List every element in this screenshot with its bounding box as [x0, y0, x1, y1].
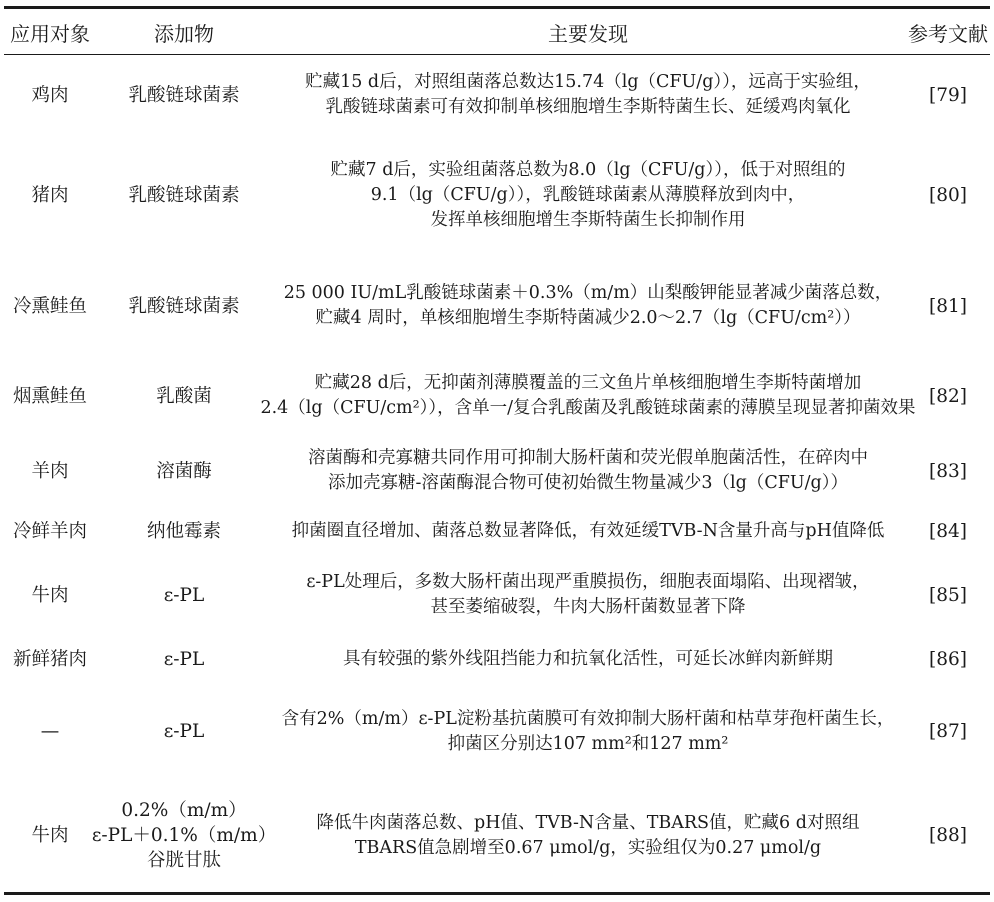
cell-main-findings: [268, 506, 908, 556]
text-line: 乳酸链球菌素: [128, 295, 240, 317]
cell-application-object: [4, 134, 96, 256]
table-row: [0, 436, 994, 506]
text-line: —: [40, 721, 60, 742]
text-line: 乳酸链球菌素: [128, 184, 240, 206]
text-line: ε-PL处理后，多数大肠杆菌出现严重膜损伤，细胞表面塌陷、出现褶皱，: [306, 572, 870, 592]
text-line: 0.2%（m/m）: [121, 800, 247, 821]
cell-reference: [86]: [929, 648, 967, 670]
cell-main-findings: [268, 684, 908, 779]
text-line: 鸡肉: [31, 84, 69, 106]
cell-main-findings: [260, 356, 916, 436]
text-line: ε-PL: [163, 721, 205, 742]
text-line: 降低牛肉菌落总数、pH值、TVB-N含量、TBARS值，贮藏6 d对照组: [316, 812, 860, 833]
cell-reference: [83]: [929, 460, 967, 482]
cell-main-findings: [268, 436, 908, 506]
cell-reference: [88]: [929, 825, 967, 846]
cell-additive: [96, 556, 272, 634]
text-line: 贮藏4 周时，单核细胞增生李斯特菌减少2.0～2.7（lg（CFU/cm²））: [315, 308, 861, 328]
header-application-object: 应用对象: [10, 21, 90, 46]
text-line: 乳酸菌: [156, 385, 212, 407]
table-row: [0, 256, 994, 356]
cell-additive: [96, 356, 272, 436]
cell-additive: [96, 684, 272, 779]
text-line: 溶菌酶: [156, 460, 212, 482]
cell-application-object: [4, 634, 96, 684]
table-header-rule: [4, 54, 990, 55]
cell-additive: [96, 634, 272, 684]
header-additive: 添加物: [154, 21, 214, 46]
text-line: 冷熏鲑鱼: [12, 295, 87, 317]
cell-additive: [96, 436, 272, 506]
cell-additive: [91, 779, 277, 892]
text-line: 纳他霉素: [146, 520, 221, 542]
text-line: 牛肉: [31, 584, 69, 606]
table-top-rule: [4, 6, 990, 9]
table-row: [0, 556, 994, 634]
text-line: 具有较强的紫外线阻挡能力和抗氧化活性，可延长冰鲜肉新鲜期: [343, 648, 833, 669]
text-line: 25 000 IU/mL乳酸链球菌素＋0.3%（m/m）山梨酸钾能显著减少菌落总数，: [283, 283, 893, 303]
text-line: 冷鲜羊肉: [12, 520, 87, 542]
table-row: [0, 779, 994, 892]
text-line: 牛肉: [31, 825, 69, 846]
cell-application-object: [4, 356, 96, 436]
text-line: 烟熏鲑鱼: [12, 385, 87, 407]
text-line: 发挥单核细胞增生李斯特菌生长抑制作用: [430, 209, 746, 230]
text-line: 新鲜猪肉: [12, 648, 87, 670]
cell-main-findings: [268, 779, 908, 892]
cell-additive: [96, 134, 272, 256]
header-main-findings: 主要发现: [548, 21, 628, 46]
cell-reference: [85]: [929, 584, 967, 606]
text-line: 溶菌酶和壳寡糖共同作用可抑制大肠杆菌和荧光假单胞菌活性，在碎肉中: [308, 448, 868, 468]
text-line: 抑菌圈直径增加、菌落总数显著降低，有效延缓TVB-N含量升高与pH值降低: [291, 520, 885, 541]
text-line: TBARS值急剧增至0.67 μmol/g，实验组仅为0.27 μmol/g: [354, 837, 822, 858]
text-line: ε-PL＋0.1%（m/m）: [91, 825, 277, 846]
table-bottom-rule: [4, 892, 990, 895]
cell-application-object: [4, 256, 96, 356]
text-line: 9.1（lg（CFU/g）），乳酸链球菌素从薄膜释放到肉中，: [370, 184, 806, 205]
cell-application-object: [4, 56, 96, 134]
cell-main-findings: [268, 134, 908, 256]
table-row: [0, 684, 994, 779]
text-line: 猪肉: [31, 184, 69, 206]
cell-main-findings: [268, 56, 908, 134]
text-line: 贮藏28 d后，无抑菌剂薄膜覆盖的三文鱼片单核细胞增生李斯特菌增加: [314, 373, 862, 393]
cell-main-findings: [268, 556, 908, 634]
cell-additive: [96, 256, 272, 356]
text-line: 抑菌区分别达107 mm²和127 mm²: [447, 733, 729, 754]
cell-reference: [87]: [929, 721, 967, 742]
cell-application-object: [4, 556, 96, 634]
cell-reference: [80]: [929, 184, 967, 206]
table-body: [0, 56, 994, 892]
table-row: [0, 56, 994, 134]
text-line: 贮藏15 d后，对照组菌落总数达15.74（lg（CFU/g）），远高于实验组，: [305, 72, 871, 92]
text-line: 贮藏7 d后，实验组菌落总数为8.0（lg（CFU/g）），低于对照组的: [330, 159, 846, 180]
table-row: [0, 506, 994, 556]
table-row: [0, 634, 994, 684]
text-line: ε-PL: [163, 584, 205, 606]
text-line: 2.4（lg（CFU/cm²）），含单一/复合乳酸菌及乳酸链球菌素的薄膜呈现显著抑菌效果: [260, 398, 916, 418]
cell-reference: [79]: [929, 84, 967, 106]
cell-reference: [82]: [929, 385, 967, 407]
cell-application-object: [4, 779, 96, 892]
text-line: 添加壳寡糖-溶菌酶混合物可使初始微生物量减少3（lg（CFU/g））: [328, 473, 848, 493]
cell-application-object: [4, 506, 96, 556]
text-line: 谷胱甘肽: [146, 850, 221, 871]
cell-main-findings: [268, 256, 908, 356]
header-references: 参考文献: [908, 21, 988, 46]
cell-additive: [96, 56, 272, 134]
cell-reference: [81]: [929, 295, 967, 317]
text-line: 羊肉: [31, 460, 69, 482]
cell-reference: [84]: [929, 520, 967, 542]
text-line: 含有2%（m/m）ε-PL淀粉基抗菌膜可有效抑制大肠杆菌和枯草芽孢杆菌生长，: [281, 708, 895, 729]
text-line: ε-PL: [163, 648, 205, 670]
table-row: [0, 134, 994, 256]
text-line: 甚至萎缩破裂，牛肉大肠杆菌数显著下降: [430, 597, 746, 617]
text-line: 乳酸链球菌素可有效抑制单核细胞增生李斯特菌生长、延缓鸡肉氧化: [325, 97, 851, 117]
cell-application-object: [4, 436, 96, 506]
cell-application-object: [4, 684, 96, 779]
table-row: [0, 356, 994, 436]
cell-additive: [96, 506, 272, 556]
cell-main-findings: [268, 634, 908, 684]
text-line: 乳酸链球菌素: [128, 84, 240, 106]
